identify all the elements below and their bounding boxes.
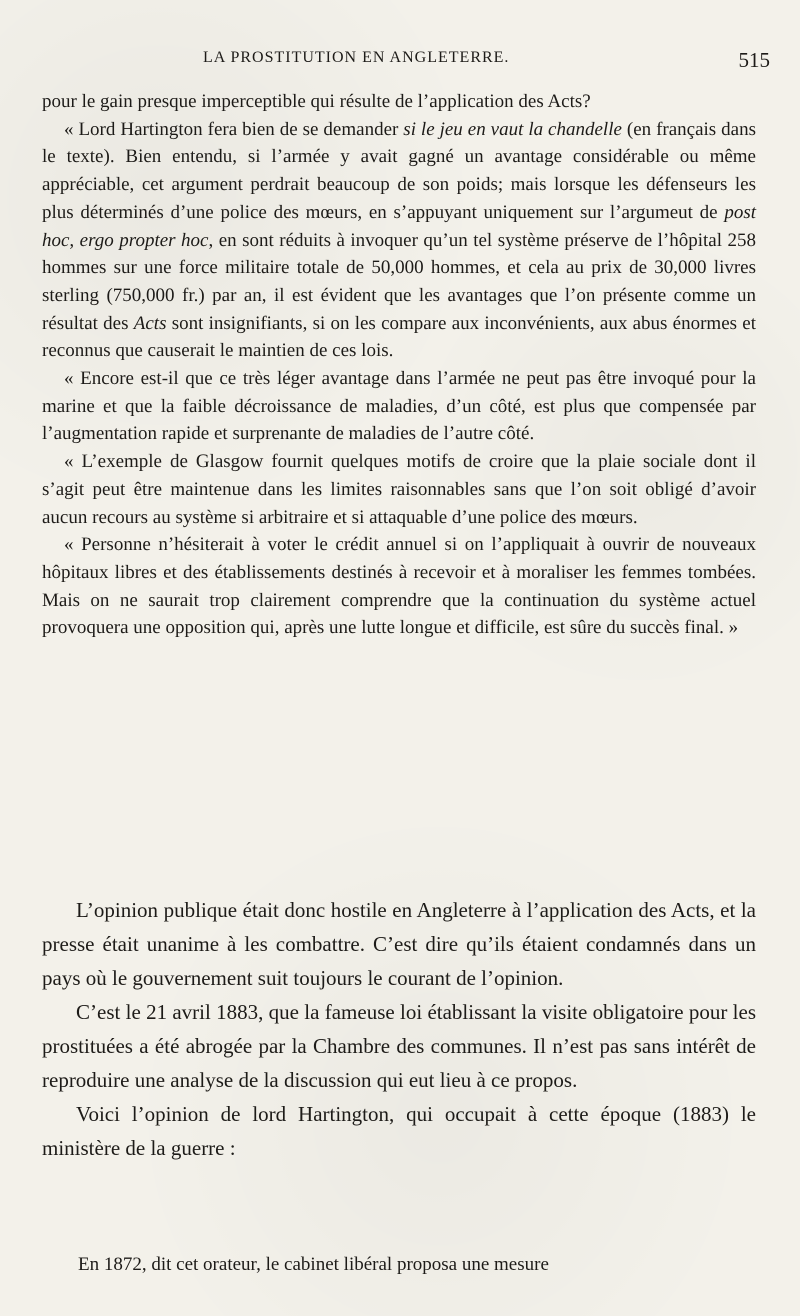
- quote-paragraph-2: [42, 116, 756, 365]
- quote-paragraph-5-text: « Personne n’hésiterait à voter le crédit annuel si on l’appliquait à ouvrir de nouveaux hôpitaux libres et des établissements destinés à recevoir et à moraliser les femmes tombées. Mais on ne saurait trop clairement comprendre que la continuation du système actuel provoquera une opposition qui, après une lutte longue et difficile, est sûre du succès final. »: [42, 534, 756, 639]
- main-paragraph-1: [42, 893, 756, 995]
- quote-paragraph-3: [42, 365, 756, 448]
- quote-paragraph-2-italic-b: post hoc, ergo propter hoc: [42, 201, 756, 251]
- page-number: 515: [738, 48, 770, 72]
- main-paragraph-3: [42, 1097, 756, 1165]
- quote-paragraph-2-text-c: , en sont réduits à invoquer qu’un tel système préserve de l’hôpital 258 hommes sur une force militaire totale de 50,000 hommes, et cela au prix de 30,000 livres sterling (750,000 fr.) par an, il est évident que les avantages que l’on présente comme un résultat des: [42, 229, 756, 334]
- quote-paragraph-4: [42, 448, 756, 531]
- quote-paragraph-3-text: « Encore est-il que ce très léger avantage dans l’armée ne peut pas être invoqué pour la marine et que la faible décroissance de maladies, d’un côté, est plus que compensée par l’augmentation rapide et surprenante de maladies de l’autre côté.: [42, 368, 756, 445]
- main-text-block: [42, 893, 756, 1165]
- running-header: [0, 49, 800, 73]
- main-paragraph-3-text: Voici l’opinion de lord Hartington, qui occupait à cette époque (1883) le ministère de la guerre :: [42, 1102, 756, 1160]
- lower-text-line: [78, 1250, 756, 1280]
- main-paragraph-2-text: C’est le 21 avril 1883, que la fameuse loi établissant la visite obligatoire pour les prostituées a été abrogée par la Chambre des communes. Il n’est pas sans intérêt de reproduire une analyse de la discussion qui eut lieu à ce propos.: [42, 1000, 756, 1092]
- main-paragraph-2: [42, 995, 756, 1097]
- quote-paragraph-2-italic-a: si le jeu en vaut la chandelle: [403, 118, 622, 140]
- quote-paragraph-2-text-a: « Lord Hartington fera bien de se demander: [64, 118, 404, 140]
- main-paragraph-1-text: L’opinion publique était donc hostile en Angleterre à l’application des Acts, et la presse était unanime à les combattre. C’est dire qu’ils étaient condamnés dans un pays où le gouvernement suit toujours le courant de l’opinion.: [42, 898, 756, 990]
- header-title: LA PROSTITUTION EN ANGLETERRE.: [203, 49, 510, 66]
- quote-paragraph-4-text: « L’exemple de Glasgow fournit quelques motifs de croire que la plaie sociale dont il s’agit peut être maintenue dans les limites raisonnables sans que l’on soit obligé d’avoir aucun recours au système si arbitraire et si attaquable d’une police des mœurs.: [42, 451, 756, 528]
- quote-paragraph-2-italic-c: Acts: [133, 312, 167, 334]
- quote-paragraph-1: [42, 88, 756, 116]
- quote-paragraph-5: [42, 531, 756, 642]
- quote-paragraph-2-text-d: sont insignifiants, si on les compare aux inconvénients, aux abus énormes et reconnus que causerait le maintien de ces lois.: [42, 312, 756, 362]
- quoted-text-block: [42, 88, 756, 642]
- quote-paragraph-2-text-b: (en français dans le texte). Bien entendu, si l’armée y avait gagné un avantage considérable ou même appréciable, cet argument perdrait beaucoup de son poids; mais lorsque les défenseurs les plus déterminés d’une police des mœurs, en s’appuyant uniquement sur l’argumeut de: [42, 118, 756, 223]
- lower-text-line-content: En 1872, dit cet orateur, le cabinet libéral proposa une mesure: [78, 1254, 549, 1275]
- quote-paragraph-1-text: pour le gain presque imperceptible qui résulte de l’application des Acts?: [42, 91, 591, 112]
